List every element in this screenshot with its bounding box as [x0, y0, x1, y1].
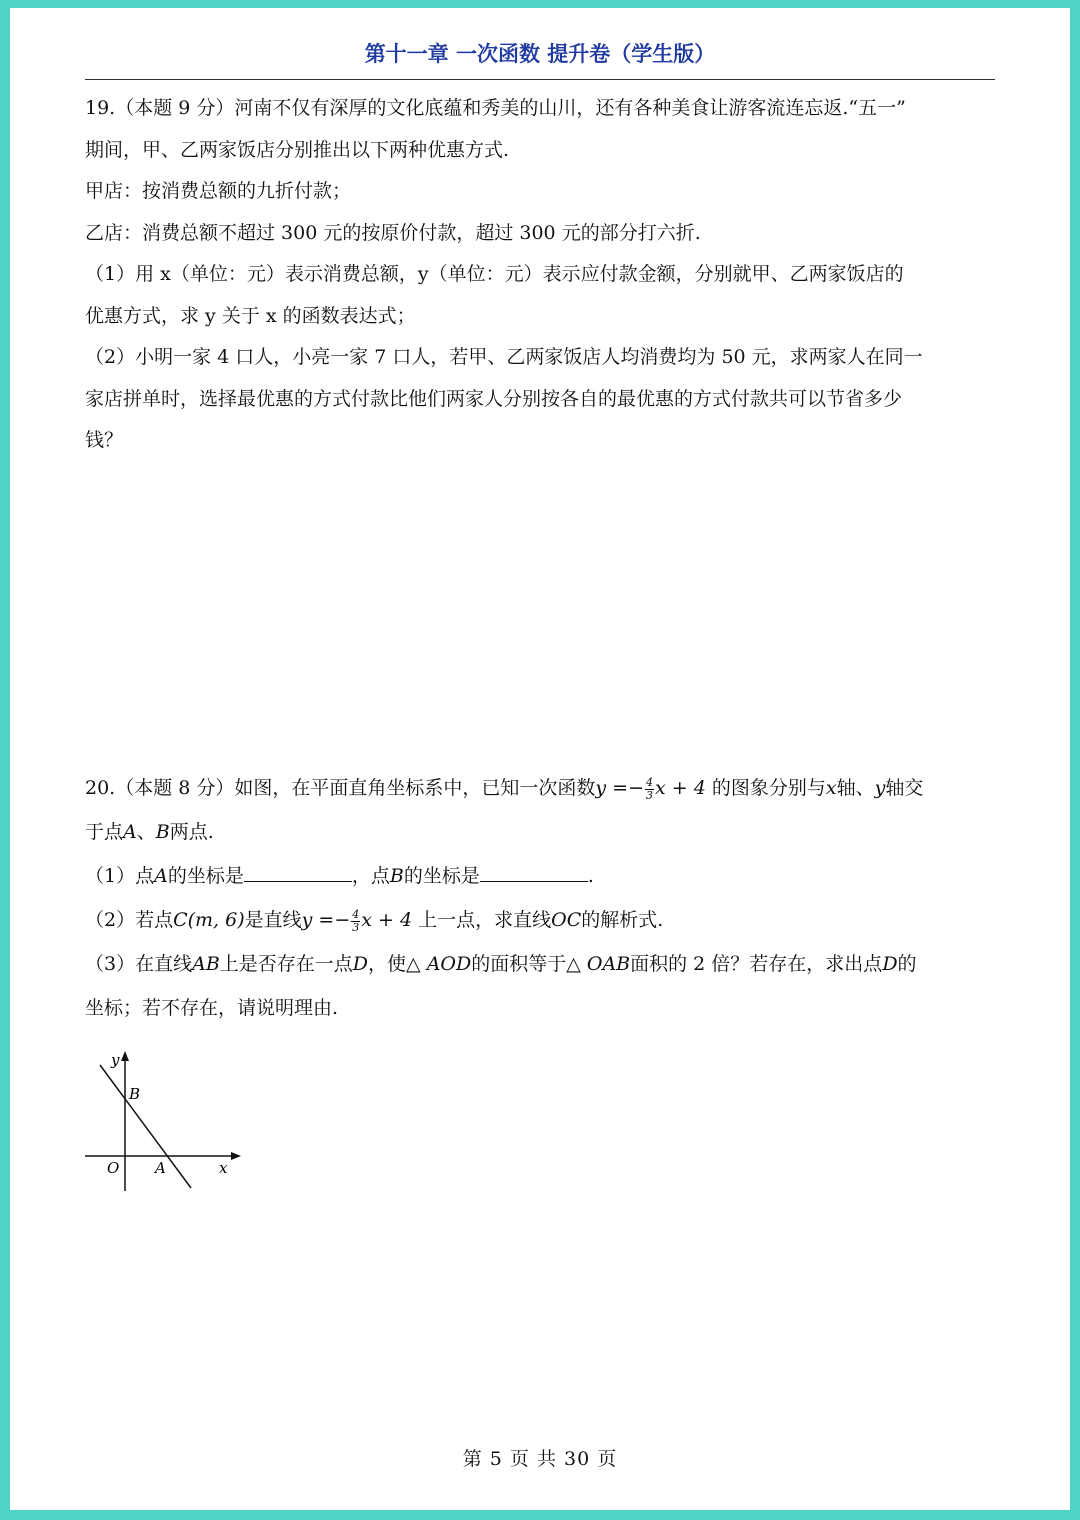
label-o: O: [107, 1159, 120, 1177]
q19-line: （1）用 x（单位：元）表示消费总额，y（单位：元）表示应付款金额，分别就甲、乙两家饭店的: [85, 263, 904, 285]
page: [10, 8, 1070, 1510]
q20-part-1: （1）点A的坐标是 ，点B的坐标是 .: [85, 854, 995, 898]
header-divider: [85, 79, 995, 80]
label-b: B: [129, 1085, 141, 1103]
q19-line: （2）小明一家 4 口人，小亮一家 7 口人，若甲、乙两家饭店人均消费均为 50 元，求两家人在同一: [85, 346, 923, 368]
coordinate-figure: [85, 1043, 245, 1193]
label-a: A: [155, 1159, 166, 1177]
q19-line: 甲店：按消费总额的九折付款；: [85, 180, 352, 202]
page-footer: 第 5 页 共 30 页: [462, 1448, 618, 1470]
x-axis-arrow: [231, 1152, 241, 1160]
y-axis-arrow: [121, 1051, 129, 1061]
q20-part-3: （3）在直线AB上是否存在一点D，使△ AOD的面积等于△ OAB面积的 2 倍？若存在，求出点D的: [85, 953, 917, 975]
question-20: [85, 766, 995, 1030]
q20-line-1: 20.（本题 8 分）如图，在平面直角坐标系中，已知一次函数y =− $\frac{4}{3}$ x + 4 的图象分别与x轴、y轴交: [85, 775, 924, 802]
q19-line: 家店拼单时，选择最优惠的方式付款比他们两家人分别按各自的最优惠的方式付款共可以节省多少: [85, 387, 903, 410]
q19-line: 优惠方式，求 y 关于 x 的函数表达式；: [85, 304, 416, 327]
q20-line-2: 于点A、B两点.: [85, 821, 214, 843]
fraction: $\frac{4}{3}$: [646, 775, 654, 802]
label-x: x: [219, 1159, 228, 1177]
q19-line: 乙店：消费总额不超过 300 元的按原价付款，超过 300 元的部分打六折.: [85, 221, 701, 244]
fraction: $\frac{4}{3}$: [352, 907, 360, 934]
q19-line: 19.（本题 9 分）河南不仅有深厚的文化底蕴和秀美的山川，还有各种美食让游客流连忘返.“五一”: [85, 97, 906, 119]
q20-part-3-cont: 坐标；若不存在，请说明理由.: [85, 997, 339, 1019]
q19-line: 钱？: [85, 429, 124, 451]
page-header-title: 第十一章 一次函数 提升卷（学生版）: [364, 42, 716, 66]
q20-part-2: （2）若点C(m, 6)是直线y =− $\frac{4}{3}$ x + 4 上一点，求直线OC的解析式.: [85, 907, 664, 934]
question-19: [85, 88, 995, 462]
answer-blank-a[interactable]: [244, 859, 352, 882]
q19-line: 期间，甲、乙两家饭店分别推出以下两种优惠方式.: [85, 138, 510, 161]
answer-blank-b[interactable]: [480, 859, 588, 882]
label-y: y: [111, 1051, 120, 1069]
